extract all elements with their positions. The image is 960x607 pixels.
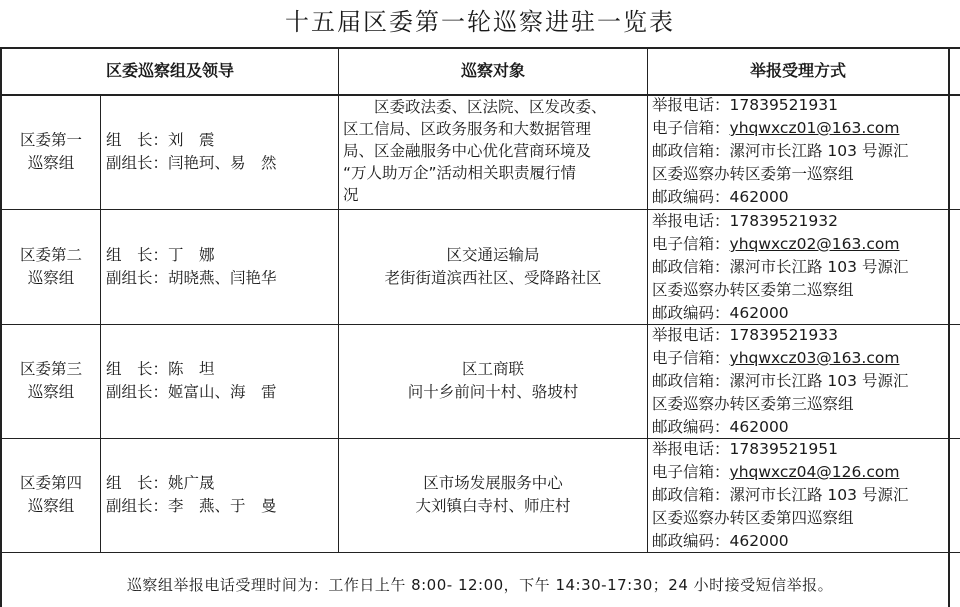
email-link[interactable]: yhqwxcz04@126.com bbox=[729, 463, 900, 481]
row-divider-4 bbox=[0, 552, 960, 553]
postal-box-cont: 区委巡察办转区委第一巡察组 bbox=[652, 165, 854, 183]
postal-box: 邮政信箱：漯河市长江路 103 号源汇 bbox=[652, 372, 909, 390]
group-leaders: 组 长：陈 坦 副组长：姬富山、海 雷 bbox=[106, 360, 277, 401]
target-line: 区交通运输局 bbox=[446, 246, 540, 264]
target-line: “万人助万企”活动相关职责履行情 bbox=[343, 164, 577, 182]
target-line: 区市场发展服务中心 bbox=[423, 474, 563, 492]
report-phone: 举报电话：17839521951 bbox=[652, 440, 838, 458]
postal-code: 邮政编码：462000 bbox=[652, 418, 789, 436]
group-name: 区委第三 巡察组 bbox=[19, 360, 82, 401]
postal-box: 邮政信箱：漯河市长江路 103 号源汇 bbox=[652, 486, 909, 504]
report-contact: 举报电话：17839521931 电子信箱：yhqwxcz01@163.com 邮政信箱：漯河市长江路 103 号源汇 区委巡察办转区委第一巡察组 邮政编码：462000 bbox=[652, 94, 948, 209]
report-phone: 举报电话：17839521933 bbox=[652, 326, 838, 344]
report-contact: 举报电话：17839521932 电子信箱：yhqwxcz02@163.com 邮政信箱：漯河市长江路 103 号源汇 区委巡察办转区委第二巡察组 邮政编码：462000 bbox=[652, 210, 948, 324]
report-contact: 举报电话：17839521933 电子信箱：yhqwxcz03@163.com 邮政信箱：漯河市长江路 103 号源汇 区委巡察办转区委第三巡察组 邮政编码：462000 bbox=[652, 324, 948, 438]
target-line: 问十乡前问十村、骆坡村 bbox=[407, 383, 579, 401]
group-name: 区委第一 巡察组 bbox=[19, 131, 82, 172]
postal-code: 邮政编码：462000 bbox=[652, 532, 789, 550]
email-link[interactable]: yhqwxcz01@163.com bbox=[729, 119, 900, 137]
inspection-targets bbox=[339, 439, 647, 552]
postal-box: 邮政信箱：漯河市长江路 103 号源汇 bbox=[652, 258, 909, 276]
group-name: 区委第四 巡察组 bbox=[19, 474, 82, 515]
table-border-right bbox=[948, 47, 950, 607]
target-line: 区委政法委、区法院、区发改委、 bbox=[343, 98, 607, 116]
postal-code: 邮政编码：462000 bbox=[652, 304, 789, 322]
header-group-leaders: 区委巡察组及领导 bbox=[105, 61, 234, 80]
group-name: 区委第二 巡察组 bbox=[19, 246, 82, 287]
postal-code: 邮政编码：462000 bbox=[652, 188, 789, 206]
postal-box-cont: 区委巡察办转区委第二巡察组 bbox=[652, 281, 854, 299]
target-line: 局、区金融服务中心优化营商环境及 bbox=[343, 142, 592, 160]
report-phone: 举报电话：17839521932 bbox=[652, 212, 838, 230]
postal-box: 邮政信箱：漯河市长江路 103 号源汇 bbox=[652, 142, 909, 160]
email-link[interactable]: yhqwxcz03@163.com bbox=[729, 349, 900, 367]
target-line: 况 bbox=[343, 186, 359, 204]
group-leaders: 组 长：刘 震 副组长：闫艳珂、易 然 bbox=[106, 131, 277, 172]
target-line: 区工信局、区政务服务和大数据管理 bbox=[343, 120, 592, 138]
report-phone: 举报电话：17839521931 bbox=[652, 96, 838, 114]
target-line: 区工商联 bbox=[461, 360, 524, 378]
target-line: 大刘镇白寺村、师庄村 bbox=[415, 497, 571, 515]
report-contact: 举报电话：17839521951 电子信箱：yhqwxcz04@126.com 邮政信箱：漯河市长江路 103 号源汇 区委巡察办转区委第四巡察组 邮政编码：462000 bbox=[652, 438, 948, 552]
inspection-targets bbox=[339, 210, 647, 324]
target-line: 老街街道滨西社区、受降路社区 bbox=[384, 269, 602, 287]
page-title: 十五届区委第一轮巡察进驻一览表 bbox=[285, 8, 675, 36]
col-divider-name bbox=[100, 95, 101, 553]
inspection-targets bbox=[343, 96, 645, 209]
col-divider-contact bbox=[647, 47, 648, 553]
postal-box-cont: 区委巡察办转区委第三巡察组 bbox=[652, 395, 854, 413]
hotline-hours-note: 巡察组举报电话受理时间为：工作日上午 8:00- 12:00，下午 14:30-17:30；24 小时接受短信举报。 bbox=[126, 576, 834, 594]
header-inspection-target: 巡察对象 bbox=[460, 61, 525, 80]
group-leaders: 组 长：姚广晟 副组长：李 燕、于 曼 bbox=[106, 474, 277, 515]
header-report-methods: 举报受理方式 bbox=[749, 61, 846, 80]
group-leaders: 组 长：丁 娜 副组长：胡晓燕、闫艳华 bbox=[106, 246, 277, 287]
email-link[interactable]: yhqwxcz02@163.com bbox=[729, 235, 900, 253]
postal-box-cont: 区委巡察办转区委第四巡察组 bbox=[652, 509, 854, 527]
inspection-targets bbox=[339, 325, 647, 438]
inspection-table bbox=[0, 47, 960, 607]
